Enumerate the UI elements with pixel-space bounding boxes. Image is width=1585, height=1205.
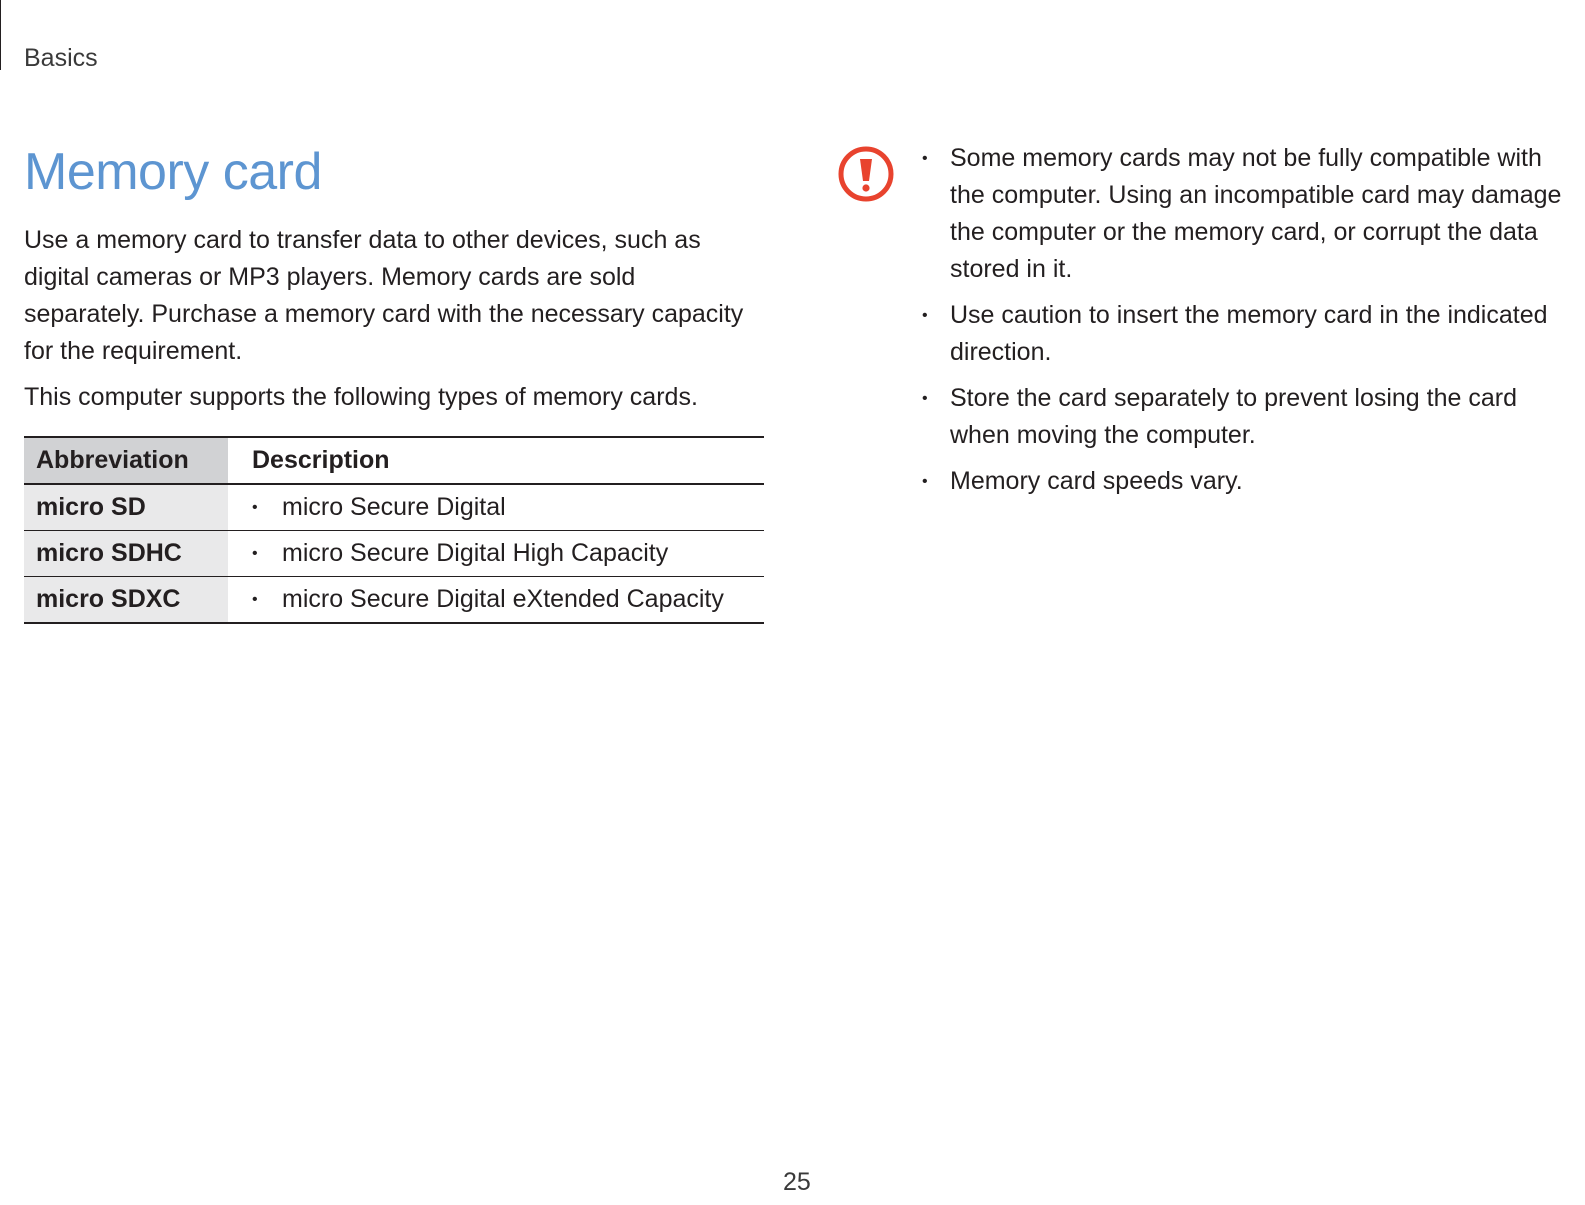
memory-card-table [24, 436, 764, 624]
table-row [24, 484, 764, 531]
table-row [24, 577, 764, 624]
list-item [918, 380, 1578, 454]
description-text: micro Secure Digital eXtended Capacity [282, 585, 724, 613]
table-row [24, 531, 764, 577]
header-abbreviation: Abbreviation [24, 437, 228, 484]
page-number: 25 [783, 1168, 811, 1196]
bullet-icon: • [922, 390, 928, 407]
header-description: Description [252, 446, 390, 474]
list-item [918, 140, 1578, 288]
section-label: Basics [24, 44, 98, 72]
page-corner-mark [0, 0, 1, 70]
caution-text: Use caution to insert the memory card in the indicated direction. [950, 301, 1548, 366]
main-content [24, 140, 764, 624]
description-text: micro Secure Digital [282, 493, 506, 521]
caution-text: Some memory cards may not be fully compatible with the computer. Using an incompatible card may damage the computer or the memory card, or corrupt the data stored in it. [950, 144, 1562, 283]
abbreviation-cell: micro SD [24, 484, 228, 531]
intro-paragraph: Use a memory card to transfer data to other devices, such as digital cameras or MP3 players. Memory cards are sold separately. Purchase a memory card with the necessary capacity for the requirement. [24, 226, 744, 365]
caution-notes [918, 140, 1578, 509]
bullet-icon: • [252, 499, 258, 516]
list-item [918, 297, 1578, 371]
bullet-icon: • [922, 307, 928, 324]
abbreviation-cell: micro SDXC [24, 577, 228, 624]
table-header-row [24, 437, 764, 484]
caution-text: Store the card separately to prevent losing the card when moving the computer. [950, 384, 1517, 449]
bullet-icon: • [922, 150, 928, 167]
caution-text: Memory card speeds vary. [950, 467, 1243, 495]
description-text: micro Secure Digital High Capacity [282, 539, 669, 567]
bullet-icon: • [252, 591, 258, 608]
support-paragraph: This computer supports the following types of memory cards. [24, 383, 698, 411]
warning-icon [838, 146, 894, 202]
caution-list [918, 140, 1578, 500]
list-item [918, 463, 1578, 500]
description-cell [228, 484, 764, 531]
description-cell [228, 577, 764, 624]
abbreviation-cell: micro SDHC [24, 531, 228, 577]
description-cell [228, 531, 764, 577]
bullet-icon: • [922, 473, 928, 490]
bullet-icon: • [252, 545, 258, 562]
page-title: Memory card [24, 143, 322, 201]
